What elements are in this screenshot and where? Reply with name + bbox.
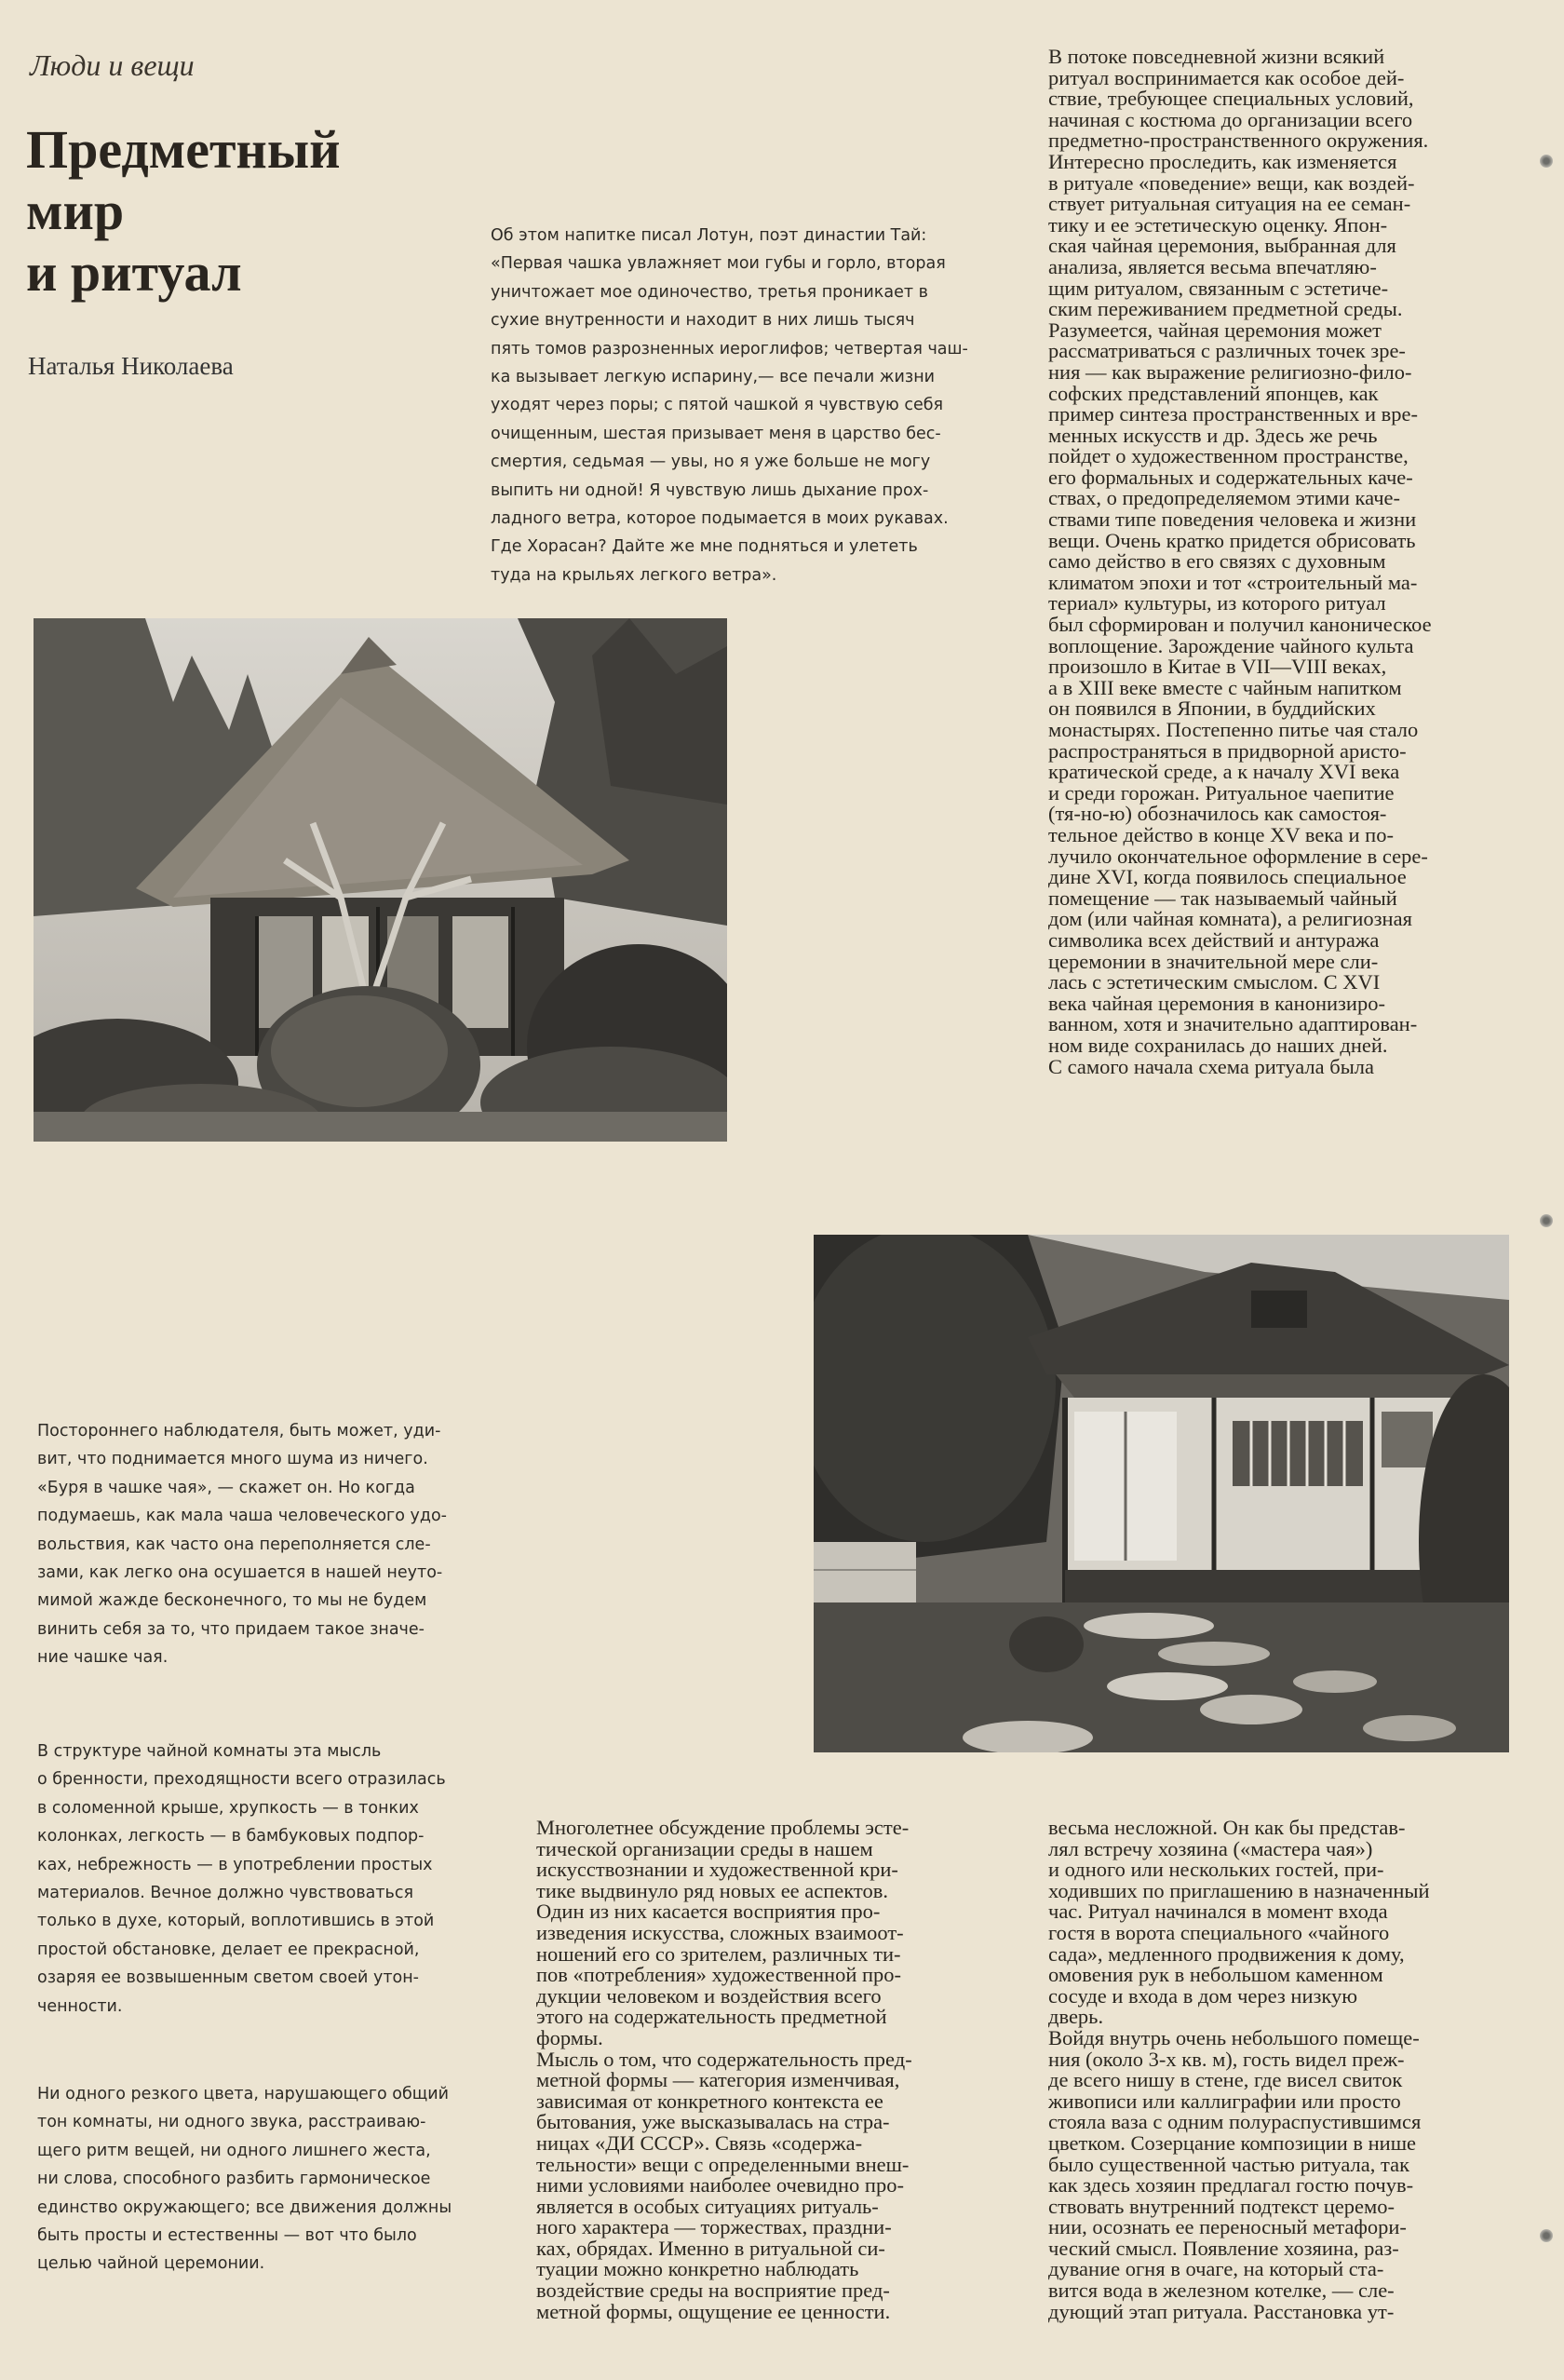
text-line: софских представлений японцев, как	[1048, 381, 1379, 405]
text-line: и среди горожан. Ритуальное чаепитие	[1048, 780, 1395, 805]
text-line: в ритуале «поведение» вещи, как воздей-	[1048, 170, 1415, 195]
text-line: ствовать внутренний подтекст церемо-	[1048, 2194, 1395, 2218]
text-line: церемонии в значительной мере сли-	[1048, 949, 1379, 973]
text-line: кратической среде, а к началу XVI века	[1048, 760, 1400, 784]
text-line: века чайная церемония в канонизиро-	[1048, 991, 1385, 1015]
epigraph-structure	[37, 1738, 503, 2021]
text-line: ния — как выражение религиозно-фило-	[1048, 359, 1412, 384]
text-line: метной формы — категория изменчивая,	[536, 2068, 900, 2092]
main-text-column-bottom-right	[1048, 1818, 1518, 2322]
epigraph-line: колонках, легкость — в бамбуковых подпор-	[37, 1827, 425, 1846]
text-line: был сформирован и получил каноническое	[1048, 613, 1432, 637]
text-line: тельное действо в конце XV века и по-	[1048, 822, 1394, 846]
epigraph-line: вит, что поднимается много шума из ничего.	[37, 1450, 428, 1469]
text-line: климатом эпохи и тот «строительный ма-	[1048, 570, 1418, 594]
text-line: изведения искусства, сложных взаимоот-	[536, 1920, 904, 1944]
epigraph-line: тон комнаты, ни одного звука, расстраиваю-	[37, 2113, 426, 2132]
text-line: ванном, хотя и значительно адаптирован-	[1048, 1012, 1418, 1036]
epigraph-observer	[37, 1417, 503, 1672]
text-line: и одного или нескольких гостей, при-	[1048, 1858, 1384, 1882]
text-line: ствах, о предопределяемом этими каче-	[1048, 486, 1400, 510]
text-line: дом (или чайная комната), а религиозная	[1048, 907, 1412, 931]
text-line: омовения рук в небольшом каменном	[1048, 1963, 1383, 1987]
epigraph-line: Постороннего наблюдателя, быть может, уди-	[37, 1422, 441, 1440]
epigraph-line: «Первая чашка увлажняет мои губы и горло, вторая	[491, 254, 946, 274]
text-line: ном виде сохранилась до наших дней.	[1048, 1033, 1388, 1057]
text-line: щим ритуалом, связанным с эстетиче-	[1048, 276, 1389, 300]
text-line: вещи. Очень кратко придется обрисовать	[1048, 528, 1416, 552]
text-line: де всего нишу в стене, где висел свиток	[1048, 2068, 1403, 2092]
epigraph-line: туда на крыльях легкого ветра».	[491, 565, 777, 585]
text-line: ния (около 3-х кв. м), гость видел преж-	[1048, 2047, 1405, 2071]
main-text-column-center	[536, 1818, 1006, 2322]
text-line: В потоке повседневной жизни всякий	[1048, 45, 1385, 68]
text-line: ствами типе поведения человека и жизни	[1048, 507, 1417, 532]
text-line: дующий этап ритуала. Расстановка ут-	[1048, 2299, 1395, 2323]
epigraph-line: уходят через поры; с пятой чашкой я чувствую себя	[491, 396, 944, 415]
epigraph-line: материалов. Вечное должно чувствоваться	[37, 1884, 414, 1903]
section-rubric: Люди и вещи	[30, 48, 195, 82]
text-line: бытования, уже высказывалась на стра-	[536, 2110, 890, 2134]
text-line: ношений его со зрителем, различных ти-	[536, 1941, 901, 1966]
text-line: формы.	[536, 2025, 603, 2049]
text-line: зависимая от конкретного контекста ее	[536, 2089, 883, 2113]
text-line: ствует ритуальная ситуация на ее семан-	[1048, 192, 1411, 216]
text-line: монастырях. Постепенно питье чая стало	[1048, 718, 1419, 741]
text-line: дувание огня в очаге, на который ста-	[1048, 2257, 1384, 2281]
text-line: лучило окончательное оформление в сере-	[1048, 844, 1428, 868]
text-line: помещение — так называемый чайный	[1048, 886, 1397, 910]
epigraph-line: только в духе, который, воплотившись в этой	[37, 1912, 435, 1931]
epigraph-line: ладного ветра, которое подымается в моих рукавах.	[491, 509, 949, 529]
epigraph-line: пять томов разрозненных иероглифов; четвертая чаш-	[491, 339, 968, 358]
epigraph-line: ние чашке чая.	[37, 1648, 169, 1668]
text-line: Один из них касается восприятия про-	[536, 1900, 881, 1924]
text-line: стояла ваза с одним полураспустившимся	[1048, 2110, 1422, 2134]
text-line: териал» культуры, из которого ритуал	[1048, 591, 1386, 615]
text-line: цветком. Созерцание композиции в нише	[1048, 2130, 1417, 2155]
main-text-column-right	[1048, 47, 1518, 1077]
text-line: живописи или каллиграфии или просто	[1048, 2089, 1401, 2113]
text-line: ритуал воспринимается как особое дей-	[1048, 65, 1405, 89]
text-line: ного характера — торжествах, праздни-	[536, 2215, 892, 2239]
epigraph-line: ни слова, способного разбить гармоническое	[37, 2170, 431, 2189]
text-line: гостя в ворота специального «чайного	[1048, 1920, 1390, 1944]
text-line: менных искусств и др. Здесь же речь	[1048, 423, 1378, 447]
epigraph-line: быть просты и естественны — вот что было	[37, 2226, 417, 2246]
text-line: ским переживанием предметной среды.	[1048, 297, 1403, 321]
text-line: (тя-но-ю) обозначилось как самостоя-	[1048, 802, 1387, 826]
text-line: тической организации среды в нашем	[536, 1836, 873, 1860]
epigraph-line: «Буря в чашке чая», — скажет он. Но когда	[37, 1478, 415, 1497]
epigraph-line: озаряя ее возвышенным светом своей утон-	[37, 1968, 419, 1988]
text-line: ствие, требующее специальных условий,	[1048, 87, 1414, 111]
epigraph-line: Ни одного резкого цвета, нарушающего общий	[37, 2085, 450, 2103]
epigraph-line: вольствия, как часто она переполняется сле-	[37, 1535, 431, 1554]
text-line: пример синтеза пространственных и вре-	[1048, 402, 1418, 426]
epigraph-lotun	[491, 222, 1001, 589]
text-line: нии, осознать ее переносный метафори-	[1048, 2215, 1407, 2239]
epigraph-line: Об этом напитке писал Лотун, поэт династии Тай:	[491, 226, 927, 245]
binding-staple	[1540, 1214, 1553, 1227]
text-line: туации можно конкретно наблюдать	[536, 2257, 859, 2281]
epigraph-line: уничтожает мое одиночество, третья проникает в	[491, 282, 928, 302]
text-line: а в XIII веке вместе с чайным напитком	[1048, 675, 1402, 699]
text-line: анализа, является весьма впечатляю-	[1048, 254, 1377, 278]
text-line: его формальных и содержательных каче-	[1048, 465, 1413, 489]
text-line: искусствознании и художественной кри-	[536, 1858, 898, 1882]
text-line: пойдет о художественном пространстве,	[1048, 444, 1409, 468]
photo-teahouse-stepping-stones	[814, 1235, 1509, 1752]
text-line: сада», медленного продвижения к дому,	[1048, 1941, 1405, 1966]
epigraph-line: выпить ни одной! Я чувствую лишь дыхание прох-	[491, 480, 929, 500]
text-line: Интересно проследить, как изменяется	[1048, 149, 1397, 173]
epigraph-line: единство окружающего; все движения должны	[37, 2197, 452, 2217]
title-line: мир	[26, 181, 125, 241]
epigraph-line: простой обстановке, делает ее прекрасной,	[37, 1940, 420, 1959]
article-author: Наталья Николаева	[28, 352, 234, 380]
text-line: весьма несложной. Он как бы представ-	[1048, 1816, 1406, 1839]
text-line: дукции человеком и воздействия всего	[536, 1983, 882, 2008]
epigraph-line: Где Хорасан? Дайте же мне подняться и улететь	[491, 537, 918, 557]
text-line: этого на содержательность предметной	[536, 2005, 887, 2029]
epigraph-line: мимой жажде бесконечного, то мы не будем	[37, 1591, 427, 1611]
text-line: является в особых ситуациях ритуаль-	[536, 2194, 879, 2218]
epigraph-line: щего ритм вещей, ни одного лишнего жеста,	[37, 2141, 431, 2160]
text-line: ческий смысл. Появление хозяина, раз-	[1048, 2236, 1399, 2260]
text-line: Войдя внутрь очень небольшого помеще-	[1048, 2025, 1420, 2049]
epigraph-line: подумаешь, как мала чаша человеческого удо-	[37, 1507, 447, 1526]
epigraph-line: ка вызывает легкую испарину,— все печали жизни	[491, 368, 936, 387]
text-line: ними условиями наиболее очевидно про-	[536, 2173, 904, 2197]
text-line: ках, обрядах. Именно в ритуальной си-	[536, 2236, 885, 2260]
epigraph-line: винить себя за то, что придаем такое значе-	[37, 1619, 425, 1639]
text-line: Многолетнее обсуждение проблемы эсте-	[536, 1816, 910, 1839]
text-line: ницах «ДИ СССР». Связь «содержа-	[536, 2130, 863, 2155]
text-line: было существенной частью ритуала, так	[1048, 2152, 1410, 2176]
text-line: ходивших по приглашению в назначенный	[1048, 1878, 1430, 1902]
epigraph-line: ченности.	[37, 1996, 123, 2016]
text-line: Разумеется, чайная церемония может	[1048, 318, 1382, 342]
text-line: дверь.	[1048, 2005, 1104, 2029]
epigraph-line: в соломенной крыше, хрупкость — в тонких	[37, 1798, 419, 1818]
epigraph-line: о бренности, преходящности всего отразилась	[37, 1770, 446, 1790]
text-line: символика всех действий и антуража	[1048, 927, 1380, 952]
text-line: он появился в Японии, в буддийских	[1048, 696, 1376, 721]
text-line: тельности» вещи с определенными внеш-	[536, 2152, 910, 2176]
text-line: лял встречу хозяина («мастера чая»)	[1048, 1836, 1373, 1860]
text-line: воплощение. Зарождение чайного культа	[1048, 633, 1414, 657]
text-line: час. Ритуал начинался в момент входа	[1048, 1900, 1388, 1924]
text-line: вится вода в железном котелке, — сле-	[1048, 2279, 1395, 2303]
text-line: Мысль о том, что содержательность пред-	[536, 2047, 912, 2071]
text-line: пов «потребления» художественной про-	[536, 1963, 902, 1987]
title-line: Предметный	[26, 119, 341, 180]
title-line: и ритуал	[26, 242, 242, 303]
text-line: лась с эстетическим смыслом. С XVI	[1048, 970, 1381, 994]
text-line: метной формы, ощущение ее ценности.	[536, 2299, 891, 2323]
epigraph-harmony	[37, 2080, 503, 2279]
binding-staple	[1540, 155, 1553, 168]
text-line: само действо в его связях с духовным	[1048, 549, 1386, 574]
text-line: как здесь хозяин предлагал гостю почув-	[1048, 2173, 1414, 2197]
text-line: дине XVI, когда появилось специальное	[1048, 865, 1407, 889]
epigraph-line: целью чайной церемонии.	[37, 2254, 265, 2274]
text-line: произошло в Китае в VII—VIII веках,	[1048, 655, 1387, 679]
text-line: тику и ее эстетическую оценку. Япон-	[1048, 212, 1388, 237]
text-line: сосуде и входа в дом через низкую	[1048, 1983, 1358, 2008]
text-line: начиная с костюма до организации всего	[1048, 107, 1413, 131]
text-line: тике выдвинуло ряд новых ее аспектов.	[536, 1878, 888, 1902]
epigraph-line: очищенным, шестая призывает меня в царство бес-	[491, 424, 941, 443]
article-title	[26, 119, 380, 304]
text-line: С самого начала схема ритуала была	[1048, 1054, 1375, 1078]
binding-staple	[1540, 2229, 1553, 2242]
text-line: воздействие среды на восприятие пред-	[536, 2279, 890, 2303]
epigraph-line: ках, небрежность — в употреблении простых	[37, 1855, 433, 1874]
text-line: рассматриваться с различных точек зре-	[1048, 339, 1406, 363]
photo-thatched-teahouse	[34, 618, 727, 1142]
epigraph-line: смертия, седьмая — увы, но я уже больше не могу	[491, 453, 931, 472]
text-line: распространяться в придворной аристо-	[1048, 738, 1407, 763]
epigraph-line: В структуре чайной комнаты эта мысль	[37, 1742, 382, 1761]
text-line: предметно-пространственного окружения.	[1048, 128, 1429, 153]
epigraph-line: сухие внутренности и находит в них лишь тысяч	[491, 311, 915, 331]
text-line: ская чайная церемония, выбранная для	[1048, 234, 1396, 258]
epigraph-line: зами, как легко она осушается в нашей неуто-	[37, 1563, 443, 1583]
